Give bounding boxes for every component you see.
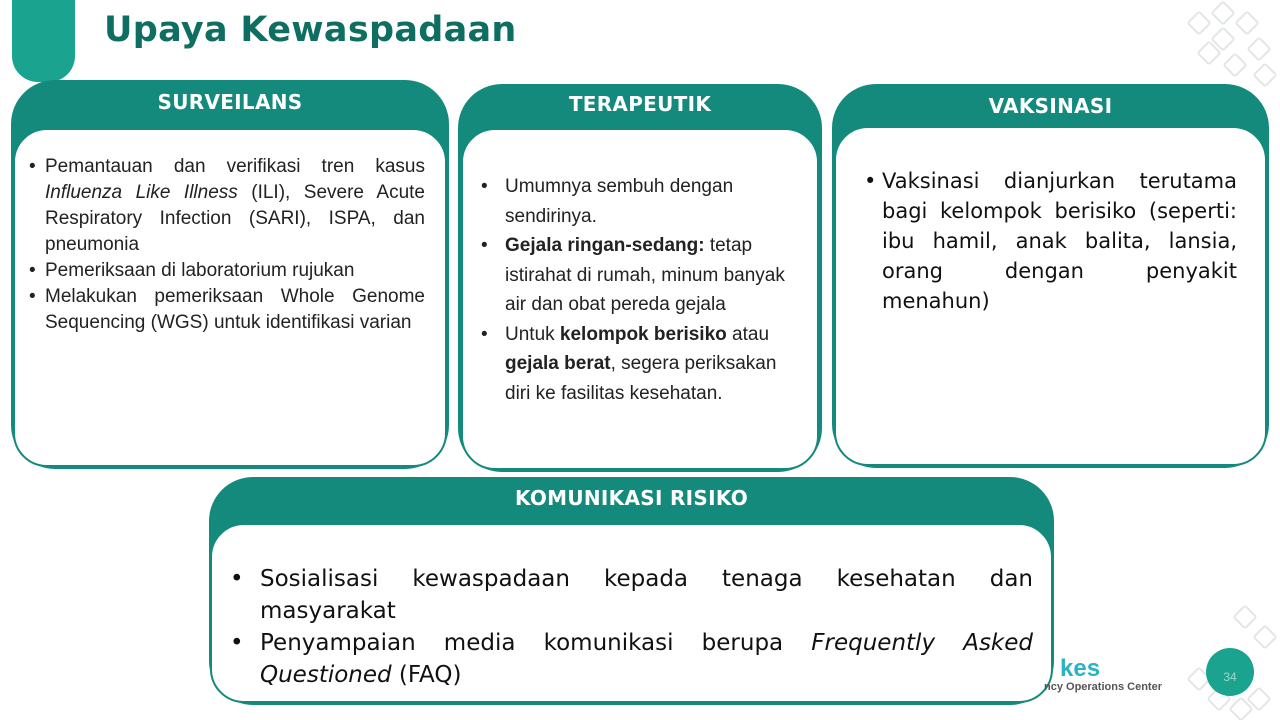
page-number: 34 <box>1223 670 1237 684</box>
vaksinasi-header: VAKSINASI <box>988 94 1113 118</box>
logo-subtitle: ncy Operations Center <box>1044 681 1162 693</box>
list-item <box>260 563 1033 627</box>
item-bold-text: gejala berat <box>505 353 611 374</box>
terapeutik-body <box>461 128 819 470</box>
vaksinasi-card <box>832 84 1269 468</box>
list-item <box>505 231 803 320</box>
surveilans-list <box>45 154 425 336</box>
item-text: Pemantauan dan verifikasi tren kasus <box>45 156 425 177</box>
item-text: , segera periksakan diri ke fasilitas kesehatan. <box>505 353 777 404</box>
item-text: atau <box>726 323 770 345</box>
list-item <box>260 627 1033 691</box>
komunikasi-list <box>260 563 1033 691</box>
surveilans-body <box>13 128 447 467</box>
terapeutik-card <box>458 84 822 472</box>
top-right-ornament <box>1180 0 1280 95</box>
item-text: Umumnya sembuh dengan sendirinya. <box>505 176 734 227</box>
komunikasi-risiko-header: KOMUNIKASI RISIKO <box>514 486 749 510</box>
item-text: Sosialisasi kewaspadaan kepada tenaga kesehatan dan masyarakat <box>260 566 1033 624</box>
surveilans-card <box>11 80 449 469</box>
item-text: tetap istirahat di rumah, minum banyak air dan obat pereda gejala <box>505 235 785 315</box>
item-italic-text: Influenza Like Illness <box>45 182 238 203</box>
corner-accent-tab <box>12 0 75 82</box>
list-item <box>505 320 803 409</box>
item-text: (ILI), Severe Acute Respiratory Infection (SARI), ISPA, dan pneumonia <box>45 182 425 255</box>
item-text: Pemeriksaan di laboratorium rujukan <box>45 260 355 281</box>
item-text: (FAQ) <box>391 662 462 688</box>
list-item: • Vaksinasi dianjurkan terutama bagi kelompok berisiko (seperti: ibu hamil, anak balita, lansia, orang dengan penyakit menahun) <box>882 166 1237 316</box>
list-item <box>45 154 425 258</box>
list-item <box>45 258 425 284</box>
item-bold-text: kelompok berisiko <box>559 323 727 345</box>
komunikasi-body <box>210 523 1053 703</box>
terapeutik-list <box>505 172 803 408</box>
page-title: Upaya Kewaspadaan <box>104 10 517 50</box>
item-bold-text: Gejala ringan-sedang: <box>505 235 705 256</box>
item-text: Untuk <box>505 323 560 345</box>
vaksinasi-list <box>882 166 1237 316</box>
surveilans-header: SURVEILANS <box>157 90 303 114</box>
list-item <box>505 172 803 231</box>
item-text: Melakukan pemeriksaan Whole Genome Sequencing (WGS) untuk identifikasi varian <box>45 286 425 333</box>
vaksinasi-body <box>834 126 1267 466</box>
item-text: Penyampaian media komunikasi berupa <box>260 630 812 656</box>
komunikasi-risiko-card <box>209 477 1054 705</box>
item-italic-text: Frequently Asked Questioned <box>260 630 1034 688</box>
list-item <box>45 284 425 336</box>
logo-fragment: kes <box>1060 655 1101 682</box>
terapeutik-header: TERAPEUTIK <box>568 92 712 116</box>
page-number-badge <box>1206 648 1254 696</box>
